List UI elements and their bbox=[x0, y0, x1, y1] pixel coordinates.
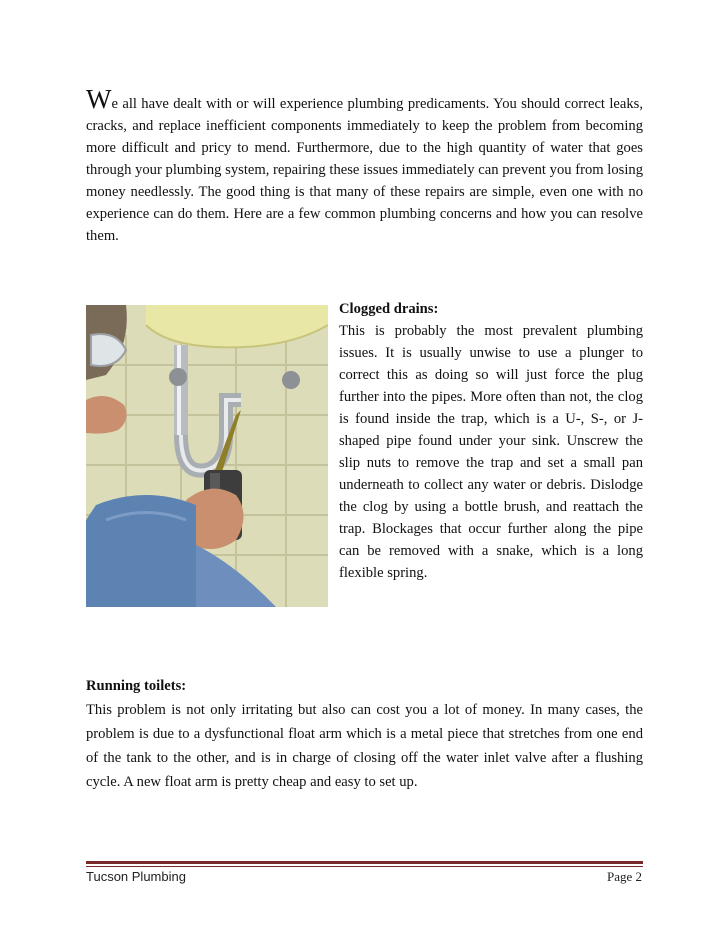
clogged-drains-heading: Clogged drains: bbox=[339, 301, 439, 317]
plumber-repair-photo bbox=[86, 305, 328, 607]
intro-paragraph bbox=[86, 84, 643, 247]
intro-text: e all have dealt with or will experience plumbing predicaments. You should correct leaks, cracks, and replace inefficient components immediately to keep the problem from becoming more difficult and pricy to mend. Furthermore, due to the high quantity of water that goes through your plumbing system, repairing these issues immediately can prevent you from losing money needlessly. The good thing is that many of these repairs are simple, even one with no experience can do them. Here are a few common plumbing concerns and how you can resolve them. bbox=[86, 96, 643, 244]
drop-cap: W bbox=[86, 84, 112, 114]
footer-company-name: Tucson Plumbing bbox=[86, 869, 186, 884]
footer-rule-thin bbox=[86, 866, 643, 867]
running-toilets-heading: Running toilets: bbox=[86, 678, 187, 694]
clogged-drains-section bbox=[339, 298, 643, 584]
running-toilets-section bbox=[86, 674, 643, 794]
footer-page-number: Page 2 bbox=[606, 869, 642, 884]
clogged-drains-body: This is probably the most prevalent plumbing issues. It is usually unwise to use a plunger to correct this as doing so will just force the plug further into the pipes. More often than not, the clog is found inside the trap, which is a U-, S-, or J-shaped pipe found under your sink. Unscrew the slip nuts to remove the trap and set a small pan underneath to collect any water or debris. Dislodge the clog by using a bottle brush, and reattach the trap. Blockages that occur further along the pipe can be removed with a snake, which is a long flexible spring. bbox=[339, 323, 643, 581]
footer-rule bbox=[86, 861, 643, 864]
running-toilets-body: This problem is not only irritating but also can cost you a lot of money. In many cases, the problem is due to a dysfunctional float arm which is a metal piece that stretches from one end of the tank to the other, and is in charge of closing off the water inlet valve after a flushing cycle. A new float arm is pretty cheap and easy to set up. bbox=[86, 702, 643, 790]
